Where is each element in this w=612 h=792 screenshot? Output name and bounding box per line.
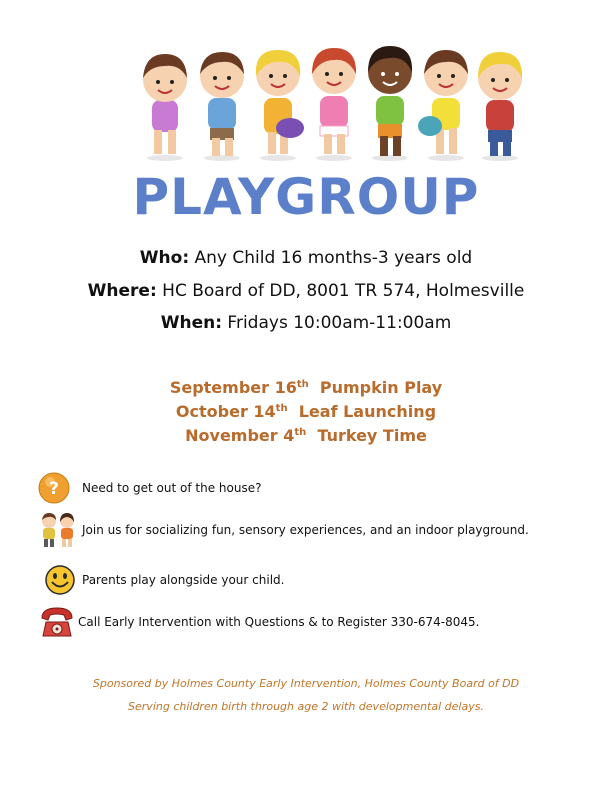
children-illustration [130,30,530,165]
bullet-item [38,512,529,548]
child-6 [418,50,468,161]
event-row [0,376,612,400]
who-label: Who: [139,248,190,268]
event-schedule [0,376,612,448]
kids-icon [38,512,78,548]
when-label: When: [160,313,223,333]
question-icon [38,472,70,504]
bullet-text: Join us for socializing fun, sensory experiences, and an indoor playground. [82,523,529,537]
who-value: Any Child 16 months-3 years old [194,248,473,268]
child-2 [200,52,244,161]
event-row [0,400,612,424]
bullet-text: Parents play alongside your child. [82,573,285,587]
event-date-suffix: th [294,427,307,438]
where-value: HC Board of DD, 8001 TR 574, Holmesville [162,281,525,301]
event-date: October 14 [175,402,276,421]
bullet-text: Call Early Intervention with Questions & to Register 330-674-8045. [78,615,480,629]
event-date-suffix: th [296,379,309,390]
where-label: Where: [87,281,157,301]
child-3 [256,50,304,161]
child-1 [143,54,187,161]
event-date-suffix: th [275,403,288,414]
telephone-icon [38,604,76,640]
when-value: Fridays 10:00am-11:00am [227,313,452,333]
bullet-item [38,472,261,504]
event-date: September 16 [169,378,297,397]
event-row [0,424,612,448]
sponsor-line: Sponsored by Holmes County Early Intervention, Holmes County Board of DD [92,677,520,690]
where-line [0,281,612,301]
smiley-icon [44,564,76,596]
who-line [0,248,612,268]
when-line [0,313,612,333]
bullet-item [38,604,479,640]
child-5 [368,46,412,161]
child-7 [478,52,522,161]
mission-line: Serving children birth through age 2 with developmental delays. [128,700,484,713]
event-name: Turkey Time [317,426,427,445]
event-date: November 4 [185,426,295,445]
child-4 [312,48,356,161]
bullet-text: Need to get out of the house? [82,481,262,495]
event-name: Pumpkin Play [319,378,443,397]
svg-text:?: ? [49,479,59,499]
event-name: Leaf Launching [298,402,437,421]
bullet-item [38,564,284,596]
page-title: PLAYGROUP [132,168,480,226]
